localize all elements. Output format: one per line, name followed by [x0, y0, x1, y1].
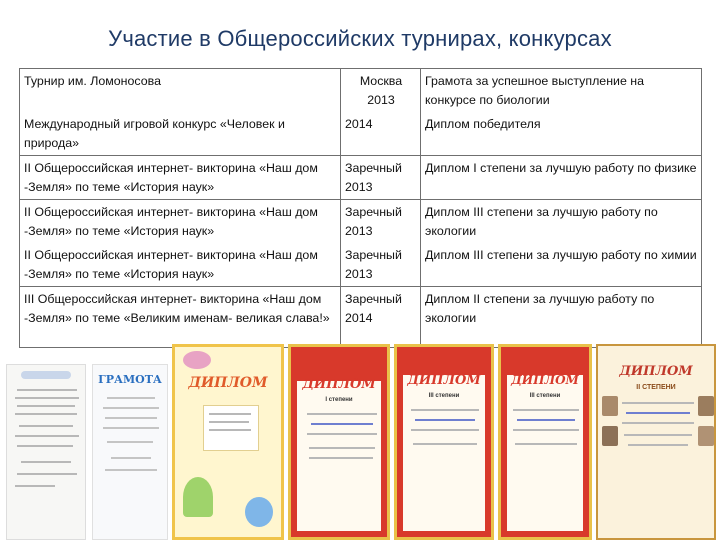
diploma-heading: ДИПЛОМ: [407, 373, 481, 388]
table-row: [20, 69, 702, 113]
slide-title: Участие в Общероссийских турнирах, конкурсах: [108, 26, 612, 51]
diploma-heading: ДИПЛОМ: [302, 377, 376, 392]
degree-label: III степени: [529, 393, 561, 399]
place-cell: Заречный 2013: [341, 200, 421, 244]
event-cell: II Общероссийская интернет- викторина «Наш дом -Земля» по теме «История наук»: [20, 243, 341, 287]
diploma-scan-yellow: [172, 344, 284, 540]
diploma-heading: ДИПЛОМ: [511, 373, 579, 387]
award-cell: Диплом III степени за лучшую работу по химии: [421, 243, 702, 287]
table-row: [20, 243, 702, 287]
awards-table: [19, 68, 702, 348]
award-cell: Диплом I степени за лучшую работу по физике: [421, 156, 702, 200]
award-cell: Диплом II степени за лучшую работу по экологии: [421, 287, 702, 348]
award-cell: Диплом III степени за лучшую работу по экологии: [421, 200, 702, 244]
gramota-scan: [92, 364, 168, 540]
diploma-scan-red-2: [394, 344, 494, 540]
certificate-scan-1: [6, 364, 86, 540]
table-row: [20, 287, 702, 348]
award-cell: Грамота за успешное выступление на конкурсе по биологии: [421, 69, 702, 113]
table-row: [20, 112, 702, 156]
event-cell: Турнир им. Ломоносова: [20, 69, 341, 113]
table-row: [20, 156, 702, 200]
place-cell: Заречный 2014: [341, 287, 421, 348]
diploma-heading: ДИПЛОМ: [188, 375, 268, 391]
event-cell: Международный игровой конкурс «Человек и природа»: [20, 112, 341, 156]
degree-label: II СТЕПЕНИ: [636, 384, 676, 391]
place-cell: Заречный 2013: [341, 156, 421, 200]
gramota-heading: ГРАМОТА: [98, 373, 162, 386]
place-cell: Москва 2013: [341, 69, 421, 113]
diploma-scan-ii-degree: [596, 344, 716, 540]
award-cell: Диплом победителя: [421, 112, 702, 156]
place-cell: Заречный 2013: [341, 243, 421, 287]
certificates-gallery: [0, 340, 720, 540]
event-cell: III Общероссийская интернет- викторина «Наш дом -Земля» по теме «Великим именам- великая слава!»: [20, 287, 341, 348]
diploma-scan-red-1: [288, 344, 390, 540]
table-row: [20, 200, 702, 244]
diploma-heading: ДИПЛОМ: [619, 364, 693, 379]
diploma-scan-red-3: [498, 344, 592, 540]
event-cell: II Общероссийская интернет- викторина «Наш дом -Земля» по теме «История наук»: [20, 200, 341, 244]
degree-label: I степени: [325, 397, 353, 403]
degree-label: III степени: [428, 393, 460, 399]
event-cell: II Общероссийская интернет- викторина «Наш дом -Земля» по теме «История наук»: [20, 156, 341, 200]
place-cell: 2014: [341, 112, 421, 156]
